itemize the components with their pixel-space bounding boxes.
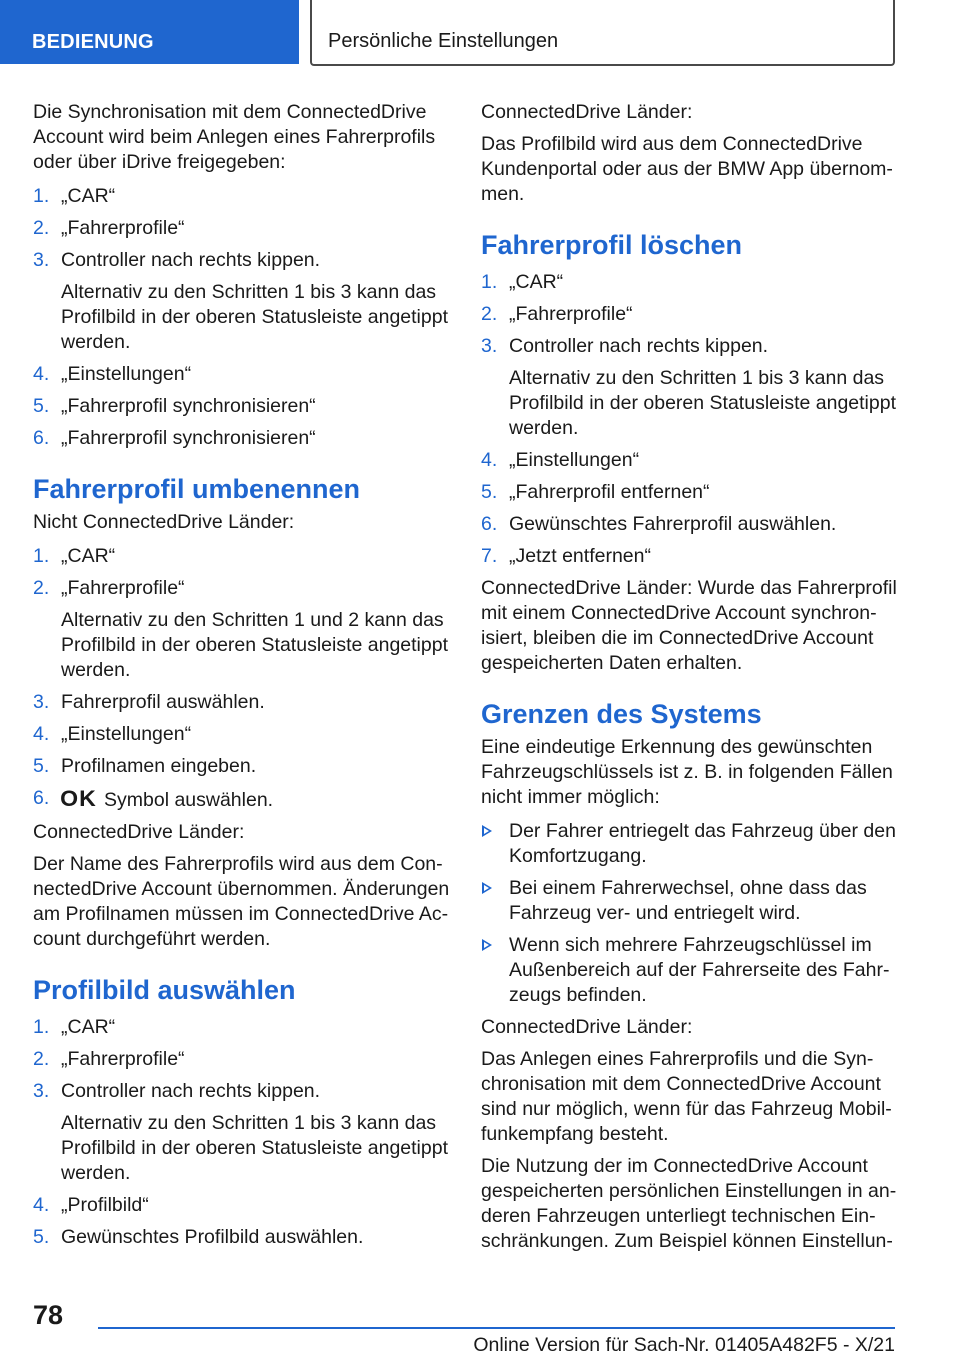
list-item: [481, 544, 899, 569]
step-text: Controller nach rechts kippen.: [61, 249, 321, 271]
list-item: [33, 362, 451, 387]
rename-intro: Nicht ConnectedDrive Länder:: [33, 511, 295, 533]
list-item: [33, 722, 451, 747]
delete-steps: [481, 270, 899, 569]
step-number: 3.: [481, 335, 498, 357]
step-number: 2.: [33, 1048, 50, 1070]
list-item: [33, 690, 451, 715]
picture-heading: Profilbild auswählen: [33, 975, 296, 1005]
chapter-title: Persönliche Einstellungen: [310, 0, 895, 66]
step-text: „Fahrerprofil entfernen“: [509, 481, 710, 503]
step-number: 4.: [481, 449, 498, 471]
step-number: 7.: [481, 545, 498, 567]
list-item: [481, 270, 899, 295]
step-text: Gewünschtes Profilbild auswählen.: [61, 1226, 364, 1248]
step-note: Alternativ zu den Schritten 1 und 2 kann das Profilbild in der oberen Statusleiste angetippt werden.: [61, 609, 448, 681]
rename-steps: [33, 544, 451, 813]
step-text: „Einstellungen“: [509, 449, 640, 471]
step-number: 1.: [33, 1016, 50, 1038]
step-text: „Profilbild“: [61, 1194, 149, 1216]
step-number: 2.: [33, 217, 50, 239]
list-item: [33, 426, 451, 451]
step-text: Symbol auswählen.: [104, 789, 274, 811]
step-number: 5.: [33, 755, 50, 777]
sync-steps: [33, 184, 451, 451]
list-item: [481, 512, 899, 537]
step-text: „Jetzt entfernen“: [509, 545, 651, 567]
step-text: Gewünschtes Fahrerprofil auswählen.: [509, 513, 837, 535]
delete-cd-text: ConnectedDrive Länder: Wurde das Fahrerprofil mit einem ConnectedDrive Account synchronisiert, bleiben die im ConnectedDrive Account gespeicherten Daten erhalten.: [481, 577, 897, 674]
list-item: [481, 448, 899, 473]
list-item: [481, 876, 899, 926]
triangle-bullet-icon: [482, 825, 492, 837]
list-item: [33, 544, 451, 569]
step-text: „Fahrerprofile“: [509, 303, 633, 325]
limits-bullets: [481, 819, 899, 1008]
step-text: „Fahrerprofile“: [61, 577, 185, 599]
step-text: „CAR“: [61, 185, 116, 207]
list-item: [481, 819, 899, 869]
sync-intro: Die Synchronisation mit dem ConnectedDrive Account wird beim Anlegen eines Fahrerprofils oder über iDrive freigegeben:: [33, 101, 436, 173]
rename-cd-label: ConnectedDrive Länder:: [33, 821, 245, 843]
footer-version: Online Version für Sach-Nr. 01405A482F5 - X/21: [473, 1334, 895, 1356]
step-text: „CAR“: [61, 545, 116, 567]
step-text: „Einstellungen“: [61, 363, 192, 385]
step-text: „CAR“: [61, 1016, 116, 1038]
rename-cd-text: Der Name des Fahrerprofils wird aus dem ConnectedDrive Account übernommen. Änderungen am Profilnamen müssen im ConnectedDrive Account durchgeführt werden.: [33, 853, 450, 950]
step-text: Controller nach rechts kippen.: [509, 335, 769, 357]
step-text: Fahrerprofil auswählen.: [61, 691, 265, 713]
step-number: 5.: [481, 481, 498, 503]
list-item: [33, 1193, 451, 1218]
step-number: 3.: [33, 691, 50, 713]
page-number: 78: [33, 1300, 64, 1330]
triangle-bullet-icon: [482, 882, 492, 894]
step-text: Profilnamen eingeben.: [61, 755, 257, 777]
list-item: [33, 394, 451, 419]
section-tab: BEDIENUNG: [0, 0, 299, 64]
step-number: 6.: [33, 787, 50, 809]
list-item: [33, 184, 451, 209]
step-number: 2.: [481, 303, 498, 325]
step-number: 3.: [33, 1080, 50, 1102]
step-number: 6.: [33, 427, 50, 449]
list-item: [33, 216, 451, 241]
bullet-text: Der Fahrer entriegelt das Fahrzeug über den Komfortzugang.: [509, 820, 896, 867]
rename-heading: Fahrerprofil umbenennen: [33, 474, 361, 504]
ok-icon: OK: [60, 786, 97, 811]
limits-cd-label: ConnectedDrive Länder:: [481, 1016, 693, 1038]
step-note: Alternativ zu den Schritten 1 bis 3 kann das Profilbild in der oberen Statusleiste angetippt werden.: [61, 1112, 448, 1184]
triangle-bullet-icon: [482, 939, 492, 951]
limits-heading: Grenzen des Systems: [481, 699, 762, 729]
step-number: 1.: [481, 271, 498, 293]
picture-cd-label: ConnectedDrive Länder:: [481, 101, 693, 123]
step-number: 4.: [33, 1194, 50, 1216]
step-text: „Fahrerprofile“: [61, 217, 185, 239]
list-item: [33, 1079, 451, 1186]
step-text: „CAR“: [509, 271, 564, 293]
list-item: [33, 248, 451, 355]
delete-heading: Fahrerprofil löschen: [481, 230, 743, 260]
list-item: [481, 480, 899, 505]
list-item: [33, 754, 451, 779]
limits-cd-text-1: Das Anlegen eines Fahrerprofils und die Synchronisation mit dem ConnectedDrive Account sind nur möglich, wenn für das Fahrzeug Mobilfunkempfang besteht.: [481, 1048, 892, 1145]
step-text: „Einstellungen“: [61, 723, 192, 745]
list-item: [33, 576, 451, 683]
left-column: [33, 100, 451, 1257]
picture-steps: [33, 1015, 451, 1250]
step-number: 3.: [33, 249, 50, 271]
list-item: [481, 302, 899, 327]
step-note: Alternativ zu den Schritten 1 bis 3 kann das Profilbild in der oberen Statusleiste angetippt werden.: [61, 281, 448, 353]
step-number: 5.: [33, 395, 50, 417]
step-text: Controller nach rechts kippen.: [61, 1080, 321, 1102]
step-number: 6.: [481, 513, 498, 535]
step-text: „Fahrerprofil synchronisieren“: [61, 427, 316, 449]
list-item: [33, 786, 451, 813]
list-item: [33, 1015, 451, 1040]
list-item: [481, 933, 899, 1008]
list-item: [481, 334, 899, 441]
step-number: 5.: [33, 1226, 50, 1248]
step-number: 4.: [33, 723, 50, 745]
list-item: [33, 1225, 451, 1250]
step-number: 1.: [33, 185, 50, 207]
step-number: 2.: [33, 577, 50, 599]
bullet-text: Wenn sich mehrere Fahrzeugschlüssel im Außenbereich auf der Fahrerseite des Fahrzeugs befinden.: [509, 934, 890, 1006]
step-text: „Fahrerprofile“: [61, 1048, 185, 1070]
step-note: Alternativ zu den Schritten 1 bis 3 kann das Profilbild in der oberen Statusleiste angetippt werden.: [509, 367, 896, 439]
step-number: 1.: [33, 545, 50, 567]
limits-intro: Eine eindeutige Erkennung des gewünschten Fahrzeugschlüssels ist z. B. in folgenden Fällen nicht immer möglich:: [481, 736, 893, 808]
step-number: 4.: [33, 363, 50, 385]
list-item: [33, 1047, 451, 1072]
footer-divider: [98, 1327, 895, 1329]
bullet-text: Bei einem Fahrerwechsel, ohne dass das Fahrzeug ver- und entriegelt wird.: [509, 877, 867, 924]
step-text: „Fahrerprofil synchronisieren“: [61, 395, 316, 417]
limits-cd-text-2: Die Nutzung der im ConnectedDrive Account gespeicherten persönlichen Einstellungen in anderen Fahrzeugen unterliegt technischen Einschränkungen. Zum Beispiel können Einstellun-: [481, 1155, 897, 1252]
right-column: [481, 100, 899, 1261]
picture-cd-text: Das Profilbild wird aus dem ConnectedDrive Kundenportal oder aus der BMW App übernommen.: [481, 133, 893, 205]
page-header: [0, 0, 960, 66]
